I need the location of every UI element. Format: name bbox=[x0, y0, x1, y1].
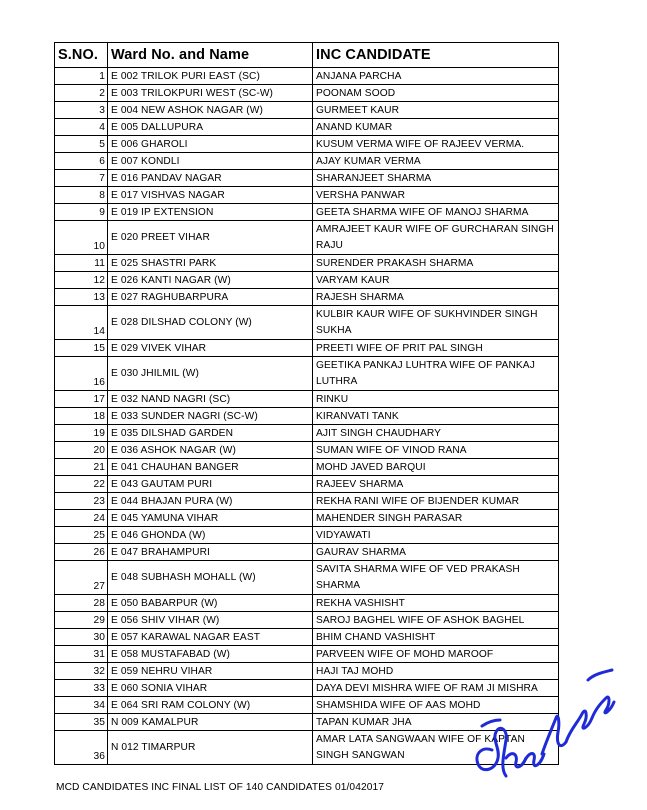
header-ward: Ward No. and Name bbox=[108, 43, 313, 68]
table-row bbox=[55, 102, 559, 119]
row-ward: E 044 BHAJAN PURA (W) bbox=[108, 493, 313, 510]
row-ward: E 029 VIVEK VIHAR bbox=[108, 340, 313, 357]
table-row bbox=[55, 425, 559, 442]
table-row bbox=[55, 544, 559, 561]
row-ward: E 033 SUNDER NAGRI (SC-W) bbox=[108, 408, 313, 425]
row-candidate: GEETIKA PANKAJ LUHTRA WIFE OF PANKAJ LUTHRA bbox=[313, 357, 559, 391]
row-sno: 29 bbox=[55, 612, 108, 629]
row-ward: E 019 IP EXTENSION bbox=[108, 204, 313, 221]
table-row bbox=[55, 119, 559, 136]
row-sno: 12 bbox=[55, 272, 108, 289]
row-ward: E 017 VISHVAS NAGAR bbox=[108, 187, 313, 204]
row-candidate: SAVITA SHARMA WIFE OF VED PRAKASH SHARMA bbox=[313, 561, 559, 595]
row-ward: E 016 PANDAV NAGAR bbox=[108, 170, 313, 187]
row-sno: 23 bbox=[55, 493, 108, 510]
row-candidate: VIDYAWATI bbox=[313, 527, 559, 544]
row-sno: 30 bbox=[55, 629, 108, 646]
row-candidate: REKHA RANI WIFE OF BIJENDER KUMAR bbox=[313, 493, 559, 510]
table-row bbox=[55, 204, 559, 221]
row-candidate: GURMEET KAUR bbox=[313, 102, 559, 119]
row-sno: 27 bbox=[55, 561, 108, 595]
row-sno: 22 bbox=[55, 476, 108, 493]
row-candidate: MAHENDER SINGH PARASAR bbox=[313, 510, 559, 527]
row-ward: E 060 SONIA VIHAR bbox=[108, 680, 313, 697]
row-candidate: REKHA VASHISHT bbox=[313, 595, 559, 612]
table-row bbox=[55, 561, 559, 595]
table-row bbox=[55, 187, 559, 204]
table-row bbox=[55, 85, 559, 102]
table-row bbox=[55, 391, 559, 408]
row-sno: 16 bbox=[55, 357, 108, 391]
row-sno: 2 bbox=[55, 85, 108, 102]
table-row bbox=[55, 272, 559, 289]
row-ward: E 030 JHILMIL (W) bbox=[108, 357, 313, 391]
row-ward: E 020 PREET VIHAR bbox=[108, 221, 313, 255]
table-row bbox=[55, 255, 559, 272]
row-candidate: HAJI TAJ MOHD bbox=[313, 663, 559, 680]
table-row bbox=[55, 612, 559, 629]
table-row bbox=[55, 459, 559, 476]
table-row bbox=[55, 476, 559, 493]
header-candidate: INC CANDIDATE bbox=[313, 43, 559, 68]
row-candidate: SURENDER PRAKASH SHARMA bbox=[313, 255, 559, 272]
row-candidate: ANJANA PARCHA bbox=[313, 68, 559, 85]
row-ward: E 045 YAMUNA VIHAR bbox=[108, 510, 313, 527]
row-ward: E 048 SUBHASH MOHALL (W) bbox=[108, 561, 313, 595]
row-sno: 18 bbox=[55, 408, 108, 425]
table-row bbox=[55, 442, 559, 459]
row-ward: E 032 NAND NAGRI (SC) bbox=[108, 391, 313, 408]
row-ward: E 007 KONDLI bbox=[108, 153, 313, 170]
row-candidate: SHAMSHIDA WIFE OF AAS MOHD bbox=[313, 697, 559, 714]
row-ward: E 028 DILSHAD COLONY (W) bbox=[108, 306, 313, 340]
row-candidate: MOHD JAVED BARQUI bbox=[313, 459, 559, 476]
row-sno: 10 bbox=[55, 221, 108, 255]
row-candidate: AMAR LATA SANGWAAN WIFE OF KAPTAN SINGH SANGWAN bbox=[313, 731, 559, 765]
row-sno: 36 bbox=[55, 731, 108, 765]
table-row bbox=[55, 357, 559, 391]
row-ward: E 057 KARAWAL NAGAR EAST bbox=[108, 629, 313, 646]
footer-note: MCD CANDIDATES INC FINAL LIST OF 140 CANDIDATES 01/042017 bbox=[56, 782, 385, 793]
row-candidate: BHIM CHAND VASHISHT bbox=[313, 629, 559, 646]
row-sno: 4 bbox=[55, 119, 108, 136]
row-sno: 35 bbox=[55, 714, 108, 731]
row-sno: 33 bbox=[55, 680, 108, 697]
row-candidate: SAROJ BAGHEL WIFE OF ASHOK BAGHEL bbox=[313, 612, 559, 629]
row-sno: 20 bbox=[55, 442, 108, 459]
row-candidate: RAJESH SHARMA bbox=[313, 289, 559, 306]
table-row bbox=[55, 408, 559, 425]
row-ward: N 012 TIMARPUR bbox=[108, 731, 313, 765]
row-ward: E 043 GAUTAM PURI bbox=[108, 476, 313, 493]
row-sno: 14 bbox=[55, 306, 108, 340]
table-row bbox=[55, 221, 559, 255]
row-ward: E 064 SRI RAM COLONY (W) bbox=[108, 697, 313, 714]
row-sno: 9 bbox=[55, 204, 108, 221]
row-candidate: KULBIR KAUR WIFE OF SUKHVINDER SINGH SUKHA bbox=[313, 306, 559, 340]
row-sno: 25 bbox=[55, 527, 108, 544]
row-sno: 1 bbox=[55, 68, 108, 85]
header-sno: S.NO. bbox=[55, 43, 108, 68]
row-candidate: RAJEEV SHARMA bbox=[313, 476, 559, 493]
signature-mark bbox=[462, 658, 622, 788]
row-candidate: AJIT SINGH CHAUDHARY bbox=[313, 425, 559, 442]
row-sno: 17 bbox=[55, 391, 108, 408]
row-candidate: AMRAJEET KAUR WIFE OF GURCHARAN SINGH RAJU bbox=[313, 221, 559, 255]
row-candidate: GEETA SHARMA WIFE OF MANOJ SHARMA bbox=[313, 204, 559, 221]
row-ward: E 027 RAGHUBARPURA bbox=[108, 289, 313, 306]
row-candidate: SHARANJEET SHARMA bbox=[313, 170, 559, 187]
row-ward: E 046 GHONDA (W) bbox=[108, 527, 313, 544]
row-sno: 34 bbox=[55, 697, 108, 714]
row-ward: N 009 KAMALPUR bbox=[108, 714, 313, 731]
row-ward: E 002 TRILOK PURI EAST (SC) bbox=[108, 68, 313, 85]
row-candidate: DAYA DEVI MISHRA WIFE OF RAM JI MISHRA bbox=[313, 680, 559, 697]
row-sno: 21 bbox=[55, 459, 108, 476]
row-candidate: KUSUM VERMA WIFE OF RAJEEV VERMA. bbox=[313, 136, 559, 153]
table-row bbox=[55, 510, 559, 527]
table-row bbox=[55, 68, 559, 85]
row-ward: E 056 SHIV VIHAR (W) bbox=[108, 612, 313, 629]
row-ward: E 036 ASHOK NAGAR (W) bbox=[108, 442, 313, 459]
row-ward: E 047 BRAHAMPURI bbox=[108, 544, 313, 561]
candidate-table bbox=[54, 42, 559, 765]
row-candidate: PREETI WIFE OF PRIT PAL SINGH bbox=[313, 340, 559, 357]
row-ward: E 050 BABARPUR (W) bbox=[108, 595, 313, 612]
table-row bbox=[55, 136, 559, 153]
row-candidate: VERSHA PANWAR bbox=[313, 187, 559, 204]
row-sno: 32 bbox=[55, 663, 108, 680]
table-row bbox=[55, 340, 559, 357]
row-candidate: ANAND KUMAR bbox=[313, 119, 559, 136]
row-sno: 13 bbox=[55, 289, 108, 306]
row-ward: E 058 MUSTAFABAD (W) bbox=[108, 646, 313, 663]
row-ward: E 005 DALLUPURA bbox=[108, 119, 313, 136]
row-ward: E 004 NEW ASHOK NAGAR (W) bbox=[108, 102, 313, 119]
table-row bbox=[55, 493, 559, 510]
row-ward: E 035 DILSHAD GARDEN bbox=[108, 425, 313, 442]
row-sno: 8 bbox=[55, 187, 108, 204]
row-sno: 5 bbox=[55, 136, 108, 153]
row-sno: 3 bbox=[55, 102, 108, 119]
row-candidate: PARVEEN WIFE OF MOHD MAROOF bbox=[313, 646, 559, 663]
row-ward: E 025 SHASTRI PARK bbox=[108, 255, 313, 272]
row-sno: 26 bbox=[55, 544, 108, 561]
table-row bbox=[55, 629, 559, 646]
row-candidate: VARYAM KAUR bbox=[313, 272, 559, 289]
row-candidate: KIRANVATI TANK bbox=[313, 408, 559, 425]
row-candidate: GAURAV SHARMA bbox=[313, 544, 559, 561]
row-ward: E 006 GHAROLI bbox=[108, 136, 313, 153]
row-sno: 11 bbox=[55, 255, 108, 272]
row-candidate: POONAM SOOD bbox=[313, 85, 559, 102]
header-row bbox=[55, 43, 559, 68]
row-sno: 7 bbox=[55, 170, 108, 187]
row-ward: E 059 NEHRU VIHAR bbox=[108, 663, 313, 680]
row-ward: E 003 TRILOKPURI WEST (SC-W) bbox=[108, 85, 313, 102]
table-row bbox=[55, 289, 559, 306]
row-ward: E 026 KANTI NAGAR (W) bbox=[108, 272, 313, 289]
row-candidate: RINKU bbox=[313, 391, 559, 408]
row-ward: E 041 CHAUHAN BANGER bbox=[108, 459, 313, 476]
row-candidate: AJAY KUMAR VERMA bbox=[313, 153, 559, 170]
row-candidate: TAPAN KUMAR JHA bbox=[313, 714, 559, 731]
row-sno: 19 bbox=[55, 425, 108, 442]
row-sno: 15 bbox=[55, 340, 108, 357]
table-row bbox=[55, 153, 559, 170]
table-row bbox=[55, 527, 559, 544]
row-sno: 6 bbox=[55, 153, 108, 170]
table-row bbox=[55, 595, 559, 612]
row-sno: 28 bbox=[55, 595, 108, 612]
row-sno: 24 bbox=[55, 510, 108, 527]
row-sno: 31 bbox=[55, 646, 108, 663]
row-candidate: SUMAN WIFE OF VINOD RANA bbox=[313, 442, 559, 459]
table-row bbox=[55, 170, 559, 187]
table-row bbox=[55, 306, 559, 340]
